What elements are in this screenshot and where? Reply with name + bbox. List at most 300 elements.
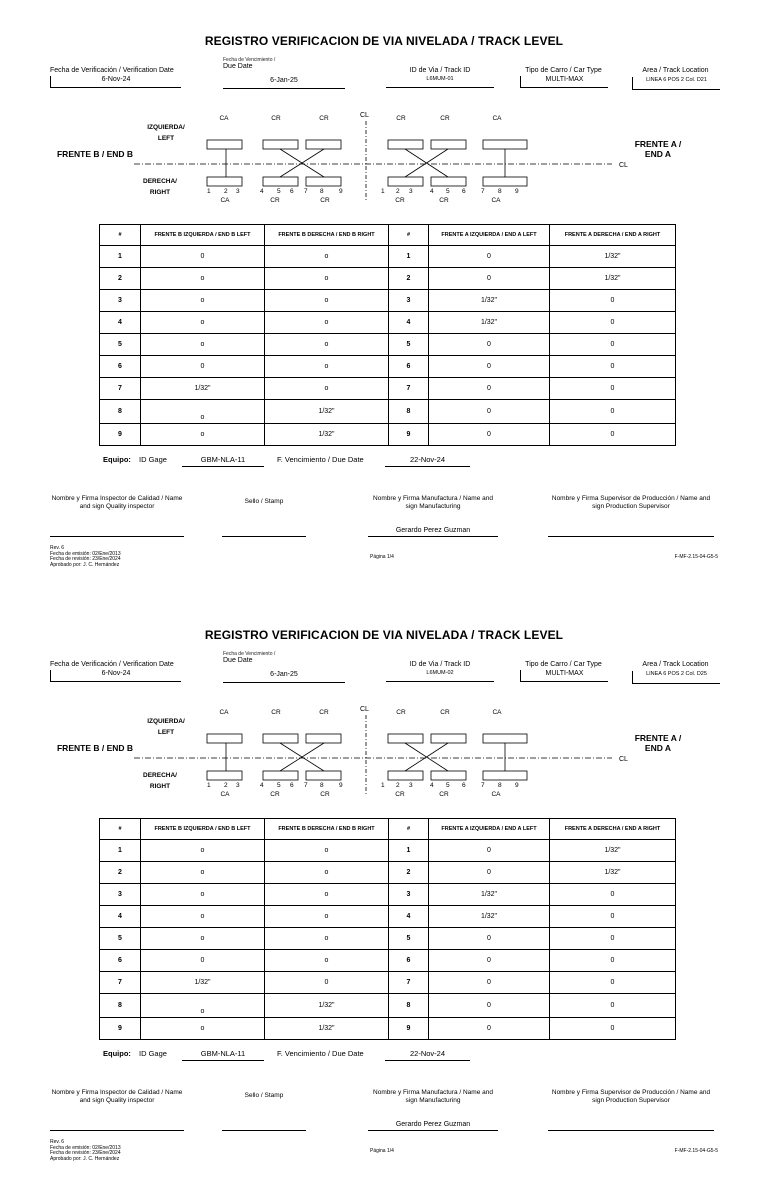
- reading-cell[interactable]: 0: [550, 928, 676, 950]
- top-label-3: CR: [319, 115, 329, 122]
- position-number: 4: [260, 188, 264, 195]
- bottom-label-5: CR: [439, 197, 449, 204]
- top-label-3: CR: [319, 709, 329, 716]
- cl-label-top: CL: [360, 112, 369, 119]
- header-num-a: #: [389, 225, 429, 246]
- area-field: [632, 661, 719, 677]
- table-row: [100, 424, 676, 446]
- production-sign-line[interactable]: [548, 1130, 714, 1131]
- reading-cell[interactable]: o: [141, 424, 265, 446]
- due-date-field: [223, 57, 298, 84]
- position-number: 5: [277, 782, 281, 789]
- reading-cell[interactable]: 1/32": [429, 312, 550, 334]
- gage-label: ID Gage: [139, 455, 167, 464]
- end-a-label: FRENTE A / END A: [634, 139, 682, 159]
- left-label-top: IZQUIERDA/: [147, 718, 185, 725]
- table-row: [100, 290, 676, 312]
- position-number: 2: [224, 188, 228, 195]
- reading-cell[interactable]: 0: [429, 424, 550, 446]
- equipment-label: Equipo:: [103, 455, 131, 464]
- due-date-field: [223, 651, 298, 678]
- verification-date-field: [50, 661, 174, 677]
- bottom-label-1: CA: [220, 791, 230, 798]
- header-end-a-right: FRENTE A DERECHA / END A RIGHT: [550, 819, 676, 840]
- row-number-cell: 5: [389, 334, 429, 356]
- footer-approved: Aprobado por: J. C. Hernández: [50, 1155, 120, 1162]
- footer-rev: Rev. 6: [50, 545, 65, 551]
- reading-cell[interactable]: 0: [550, 400, 676, 424]
- row-number-cell: 3: [100, 884, 141, 906]
- header-end-b-right: FRENTE B DERECHA / END B RIGHT: [265, 225, 389, 246]
- bottom-label-6: CA: [491, 791, 501, 798]
- right-label-bottom: RIGHT: [149, 189, 171, 196]
- level-readings-table: [99, 818, 676, 1040]
- table-row: [100, 378, 676, 400]
- footer-info: [50, 1140, 121, 1162]
- row-number-cell: 6: [100, 356, 141, 378]
- top-label-6: CA: [492, 115, 502, 122]
- position-number: 5: [446, 782, 450, 789]
- manufacturing-name: Gerardo Perez Guzman: [395, 527, 471, 534]
- reading-cell[interactable]: o: [265, 356, 389, 378]
- row-number-cell: 9: [100, 424, 141, 446]
- due-date-value[interactable]: 6-Jan-25: [223, 671, 345, 683]
- top-label-5: CR: [440, 709, 450, 716]
- area-value[interactable]: LINEA 6 POS 2 Col. D25: [632, 671, 720, 684]
- equipment-due-value[interactable]: 22-Nov-24: [385, 455, 470, 467]
- right-label: [140, 772, 180, 790]
- reading-cell[interactable]: 0: [429, 950, 550, 972]
- table-row: [100, 972, 676, 994]
- reading-cell[interactable]: o: [265, 950, 389, 972]
- top-label-2: CR: [271, 115, 281, 122]
- bottom-label-6: CA: [491, 197, 501, 204]
- stamp-label: Sello / Stamp: [244, 1092, 284, 1099]
- reading-cell[interactable]: o: [265, 884, 389, 906]
- table-row: [100, 994, 676, 1018]
- track-id-value[interactable]: L6MUM-01: [386, 76, 494, 88]
- header-end-a-left: FRENTE A IZQUIERDA / END A LEFT: [429, 819, 550, 840]
- position-number: 8: [498, 188, 502, 195]
- reading-cell[interactable]: 0: [141, 246, 265, 268]
- reading-cell[interactable]: 1/32": [265, 994, 389, 1018]
- reading-cell[interactable]: o: [141, 400, 265, 424]
- row-number-cell: 4: [389, 312, 429, 334]
- car-type-field: [520, 67, 607, 83]
- row-number-cell: 4: [389, 906, 429, 928]
- reading-cell[interactable]: 0: [550, 378, 676, 400]
- table-row: [100, 884, 676, 906]
- top-label-6: CA: [492, 709, 502, 716]
- table-row: [100, 1018, 676, 1040]
- top-label-4: CR: [396, 709, 406, 716]
- position-number: 9: [515, 782, 519, 789]
- reading-cell[interactable]: o: [265, 862, 389, 884]
- equipment-due-value[interactable]: 22-Nov-24: [385, 1049, 470, 1061]
- equipment-row: [103, 455, 167, 464]
- row-number-cell: 2: [389, 268, 429, 290]
- position-number: 6: [462, 782, 466, 789]
- track-id-field: [386, 661, 494, 676]
- reading-cell[interactable]: o: [141, 312, 265, 334]
- position-number: 3: [409, 188, 413, 195]
- position-number: 1: [207, 782, 211, 789]
- area-label: Area / Track Location: [642, 67, 709, 74]
- position-number: 5: [277, 188, 281, 195]
- position-number: 1: [207, 188, 211, 195]
- row-number-cell: 4: [100, 906, 141, 928]
- footer-approved: Aprobado por: J. C. Hernández: [50, 561, 120, 568]
- reading-cell[interactable]: o: [265, 268, 389, 290]
- position-number: 6: [462, 188, 466, 195]
- reading-cell[interactable]: o: [141, 862, 265, 884]
- footer-revision: Fecha de revisión: 23/Ene/2024: [50, 556, 121, 562]
- due-date-value[interactable]: 6-Jan-25: [223, 77, 345, 89]
- position-number: 6: [290, 188, 294, 195]
- top-label-1: CA: [219, 115, 229, 122]
- car-type-label: Tipo de Carro / Car Type: [525, 67, 602, 74]
- end-b-label: FRENTE B / END B: [56, 149, 134, 159]
- production-sign-line[interactable]: [548, 536, 714, 537]
- reading-cell[interactable]: o: [141, 994, 265, 1018]
- reading-cell[interactable]: 0: [550, 906, 676, 928]
- row-number-cell: 1: [389, 246, 429, 268]
- table-row: [100, 246, 676, 268]
- reading-cell[interactable]: 0: [550, 424, 676, 446]
- position-number: 2: [396, 782, 400, 789]
- track-id-value[interactable]: L6MUM-02: [386, 670, 494, 682]
- reading-cell[interactable]: o: [265, 312, 389, 334]
- row-number-cell: 2: [389, 862, 429, 884]
- position-number: 9: [339, 782, 343, 789]
- bottom-label-3: CR: [320, 791, 330, 798]
- production-sign-label: Nombre y Firma Supervisor de Producción / Name and sign Production Supervisor: [551, 1089, 711, 1104]
- reading-cell[interactable]: o: [265, 840, 389, 862]
- level-readings-table: [99, 224, 676, 446]
- bottom-label-2: CR: [270, 197, 280, 204]
- manufacturing-sign-line[interactable]: [368, 536, 498, 537]
- stamp-line[interactable]: [222, 536, 306, 537]
- header-end-a-right: FRENTE A DERECHA / END A RIGHT: [550, 225, 676, 246]
- left-label: [146, 718, 186, 736]
- quality-sign-label: Nombre y Firma Inspector de Calidad / Name and sign Quality inspector: [51, 1089, 183, 1104]
- position-number: 1: [381, 782, 385, 789]
- reading-cell[interactable]: 0: [429, 862, 550, 884]
- position-number: 7: [304, 188, 308, 195]
- reading-cell[interactable]: 0: [429, 928, 550, 950]
- reading-cell[interactable]: o: [141, 906, 265, 928]
- row-number-cell: 5: [389, 928, 429, 950]
- reading-cell[interactable]: 0: [429, 246, 550, 268]
- production-sign-label: Nombre y Firma Supervisor de Producción / Name and sign Production Supervisor: [551, 495, 711, 510]
- reading-cell[interactable]: 1/32": [429, 906, 550, 928]
- reading-cell[interactable]: o: [265, 928, 389, 950]
- cl-label-right: CL: [619, 756, 628, 763]
- end-b-label: FRENTE B / END B: [56, 743, 134, 753]
- reading-cell[interactable]: o: [141, 928, 265, 950]
- row-number-cell: 9: [389, 424, 429, 446]
- cl-label-right: CL: [619, 162, 628, 169]
- footer-page: Página 1/4: [370, 1148, 394, 1154]
- quality-sign-line[interactable]: [50, 1130, 184, 1131]
- reading-cell[interactable]: o: [141, 290, 265, 312]
- position-number: 2: [396, 188, 400, 195]
- cl-label-top: CL: [360, 706, 369, 713]
- left-label-top: IZQUIERDA/: [147, 124, 185, 131]
- car-type-value[interactable]: MULTI-MAX: [520, 76, 608, 88]
- position-number: 4: [430, 782, 434, 789]
- reading-cell[interactable]: o: [265, 290, 389, 312]
- reading-cell[interactable]: 0: [141, 356, 265, 378]
- reading-cell[interactable]: 1/32": [550, 246, 676, 268]
- table-row: [100, 906, 676, 928]
- position-number: 9: [515, 188, 519, 195]
- row-number-cell: 9: [100, 1018, 141, 1040]
- row-number-cell: 7: [389, 378, 429, 400]
- table-row: [100, 928, 676, 950]
- reading-cell[interactable]: 0: [429, 840, 550, 862]
- table-header-row: [100, 225, 676, 246]
- row-number-cell: 8: [389, 994, 429, 1018]
- position-number: 3: [236, 782, 240, 789]
- reading-cell[interactable]: 0: [550, 290, 676, 312]
- track-diagram: [0, 702, 768, 802]
- car-type-field: [520, 661, 607, 677]
- position-number: 7: [481, 188, 485, 195]
- row-number-cell: 6: [389, 356, 429, 378]
- top-label-4: CR: [396, 115, 406, 122]
- bottom-label-3: CR: [320, 197, 330, 204]
- stamp-label: Sello / Stamp: [244, 498, 284, 505]
- position-number: 5: [446, 188, 450, 195]
- position-number: 1: [381, 188, 385, 195]
- reading-cell[interactable]: 1/32": [429, 884, 550, 906]
- reading-cell[interactable]: 0: [550, 312, 676, 334]
- position-number: 8: [320, 782, 324, 789]
- reading-cell[interactable]: 1/32": [141, 972, 265, 994]
- equipment-row: [103, 1049, 167, 1058]
- table-row: [100, 950, 676, 972]
- form-title: REGISTRO VERIFICACION DE VIA NIVELADA / TRACK LEVEL: [204, 34, 564, 48]
- row-number-cell: 2: [100, 268, 141, 290]
- reading-cell[interactable]: o: [141, 334, 265, 356]
- table-row: [100, 862, 676, 884]
- footer-issue: Fecha de emisión: 02/Ene/2013: [50, 1144, 121, 1151]
- equipment-label: Equipo:: [103, 1049, 131, 1058]
- reading-cell[interactable]: 1/32": [429, 290, 550, 312]
- row-number-cell: 7: [389, 972, 429, 994]
- reading-cell[interactable]: 0: [429, 378, 550, 400]
- header-num-a: #: [389, 819, 429, 840]
- bottom-label-5: CR: [439, 791, 449, 798]
- row-number-cell: 3: [389, 290, 429, 312]
- verification-date-value[interactable]: 6-Nov-24: [50, 76, 181, 88]
- due-date-label-top: Fecha de Vencimiento /: [223, 57, 276, 63]
- reading-cell[interactable]: 0: [429, 356, 550, 378]
- header-end-b-left: FRENTE B IZQUIERDA / END B LEFT: [141, 225, 265, 246]
- reading-cell[interactable]: 0: [550, 994, 676, 1018]
- table-header-row: [100, 819, 676, 840]
- stamp-line[interactable]: [222, 1130, 306, 1131]
- header-end-b-right: FRENTE B DERECHA / END B RIGHT: [265, 819, 389, 840]
- position-number: 9: [339, 188, 343, 195]
- reading-cell[interactable]: 0: [429, 400, 550, 424]
- verification-date-field: [50, 67, 174, 83]
- position-number: 7: [481, 782, 485, 789]
- reading-cell[interactable]: 1/32": [265, 400, 389, 424]
- reading-cell[interactable]: 0: [429, 972, 550, 994]
- row-number-cell: 3: [389, 884, 429, 906]
- row-number-cell: 1: [389, 840, 429, 862]
- reading-cell[interactable]: o: [265, 906, 389, 928]
- manufacturing-sign-line[interactable]: [368, 1130, 498, 1131]
- row-number-cell: 8: [100, 994, 141, 1018]
- footer-code: F-MF-2.15-04-G5-5: [674, 554, 718, 560]
- form-title: REGISTRO VERIFICACION DE VIA NIVELADA / TRACK LEVEL: [204, 628, 564, 642]
- top-label-1: CA: [219, 709, 229, 716]
- gage-label: ID Gage: [139, 1049, 167, 1058]
- footer-issue: Fecha de emisión: 02/Ene/2013: [50, 550, 121, 557]
- table-row: [100, 400, 676, 424]
- right-label-top: DERECHA/: [143, 772, 177, 779]
- reading-cell[interactable]: o: [265, 246, 389, 268]
- left-label-bottom: LEFT: [157, 135, 175, 142]
- quality-sign-line[interactable]: [50, 536, 184, 537]
- position-number: 2: [224, 782, 228, 789]
- reading-cell[interactable]: o: [141, 884, 265, 906]
- gage-value[interactable]: GBM-NLA-11: [182, 1049, 264, 1061]
- verification-date-label: Fecha de Verificación / Verification Date: [50, 67, 174, 74]
- area-value[interactable]: LINEA 6 POS 2 Col. D21: [632, 77, 720, 90]
- form-sheet-2: [0, 594, 768, 1188]
- bottom-label-1: CA: [220, 197, 230, 204]
- due-date-label: Due Date: [223, 657, 253, 664]
- right-label: [140, 178, 180, 196]
- right-label-top: DERECHA/: [143, 178, 177, 185]
- reading-cell[interactable]: 1/32": [265, 424, 389, 446]
- top-label-2: CR: [271, 709, 281, 716]
- reading-cell[interactable]: 1/32": [141, 378, 265, 400]
- header-num-b: #: [100, 225, 141, 246]
- row-number-cell: 6: [389, 950, 429, 972]
- position-number: 8: [498, 782, 502, 789]
- row-number-cell: 1: [100, 246, 141, 268]
- table-row: [100, 312, 676, 334]
- row-number-cell: 6: [100, 950, 141, 972]
- position-number: 7: [304, 782, 308, 789]
- due-date-label-top: Fecha de Vencimiento /: [223, 651, 276, 657]
- row-number-cell: 7: [100, 378, 141, 400]
- car-type-label: Tipo de Carro / Car Type: [525, 661, 602, 668]
- track-id-label: ID de Via / Track ID: [409, 661, 471, 668]
- top-label-5: CR: [440, 115, 450, 122]
- reading-cell[interactable]: o: [265, 334, 389, 356]
- verification-date-value[interactable]: 6-Nov-24: [50, 670, 181, 682]
- car-type-value[interactable]: MULTI-MAX: [520, 670, 608, 682]
- verification-date-label: Fecha de Verificación / Verification Date: [50, 661, 174, 668]
- footer-revision: Fecha de revisión: 23/Ene/2024: [50, 1150, 121, 1156]
- area-label: Area / Track Location: [642, 661, 709, 668]
- row-number-cell: 8: [389, 400, 429, 424]
- reading-cell[interactable]: o: [141, 268, 265, 290]
- reading-cell[interactable]: o: [265, 378, 389, 400]
- position-number: 6: [290, 782, 294, 789]
- row-number-cell: 1: [100, 840, 141, 862]
- row-number-cell: 5: [100, 334, 141, 356]
- footer-page: Página 1/4: [370, 554, 394, 560]
- footer-info: [50, 546, 121, 568]
- reading-cell[interactable]: 0: [429, 994, 550, 1018]
- reading-cell[interactable]: 1/32": [550, 840, 676, 862]
- reading-cell[interactable]: 0: [550, 356, 676, 378]
- row-number-cell: 9: [389, 1018, 429, 1040]
- reading-cell[interactable]: 0: [429, 1018, 550, 1040]
- position-number: 3: [409, 782, 413, 789]
- row-number-cell: 3: [100, 290, 141, 312]
- manufacturing-name: Gerardo Perez Guzman: [395, 1121, 471, 1128]
- table-row: [100, 334, 676, 356]
- row-number-cell: 4: [100, 312, 141, 334]
- right-label-bottom: RIGHT: [149, 783, 171, 790]
- end-a-label: FRENTE A / END A: [634, 733, 682, 753]
- equipment-due-label: F. Vencimiento / Due Date: [277, 455, 364, 464]
- area-field: [632, 67, 719, 83]
- reading-cell[interactable]: 0: [429, 334, 550, 356]
- reading-cell[interactable]: 0: [141, 950, 265, 972]
- header-num-b: #: [100, 819, 141, 840]
- reading-cell[interactable]: 0: [550, 950, 676, 972]
- header-end-a-left: FRENTE A IZQUIERDA / END A LEFT: [429, 225, 550, 246]
- reading-cell[interactable]: 0: [550, 334, 676, 356]
- row-number-cell: 5: [100, 928, 141, 950]
- reading-cell[interactable]: 1/32": [550, 268, 676, 290]
- reading-cell[interactable]: 1/32": [265, 1018, 389, 1040]
- position-number: 3: [236, 188, 240, 195]
- reading-cell[interactable]: o: [141, 840, 265, 862]
- left-label: [146, 124, 186, 142]
- footer-code: F-MF-2.15-04-G5-5: [674, 1148, 718, 1154]
- position-number: 4: [260, 782, 264, 789]
- row-number-cell: 7: [100, 972, 141, 994]
- gage-value[interactable]: GBM-NLA-11: [182, 455, 264, 467]
- manufacturing-sign-label: Nombre y Firma Manufactura / Name and sign Manufacturing: [373, 1089, 493, 1104]
- table-row: [100, 840, 676, 862]
- due-date-label: Due Date: [223, 63, 253, 70]
- reading-cell[interactable]: 1/32": [550, 862, 676, 884]
- footer-rev: Rev. 6: [50, 1139, 65, 1145]
- left-label-bottom: LEFT: [157, 729, 175, 736]
- reading-cell[interactable]: 0: [550, 1018, 676, 1040]
- equipment-due-label: F. Vencimiento / Due Date: [277, 1049, 364, 1058]
- position-number: 4: [430, 188, 434, 195]
- quality-sign-label: Nombre y Firma Inspector de Calidad / Name and sign Quality inspector: [51, 495, 183, 510]
- reading-cell[interactable]: 0: [550, 972, 676, 994]
- reading-cell[interactable]: o: [141, 1018, 265, 1040]
- row-number-cell: 2: [100, 862, 141, 884]
- reading-cell[interactable]: 0: [265, 972, 389, 994]
- reading-cell[interactable]: 0: [429, 268, 550, 290]
- position-number: 8: [320, 188, 324, 195]
- header-end-b-left: FRENTE B IZQUIERDA / END B LEFT: [141, 819, 265, 840]
- reading-cell[interactable]: 0: [550, 884, 676, 906]
- bottom-label-2: CR: [270, 791, 280, 798]
- table-row: [100, 268, 676, 290]
- track-id-field: [386, 67, 494, 82]
- table-row: [100, 356, 676, 378]
- track-id-label: ID de Via / Track ID: [409, 67, 471, 74]
- track-diagram: [0, 108, 768, 208]
- bottom-label-4: CR: [395, 197, 405, 204]
